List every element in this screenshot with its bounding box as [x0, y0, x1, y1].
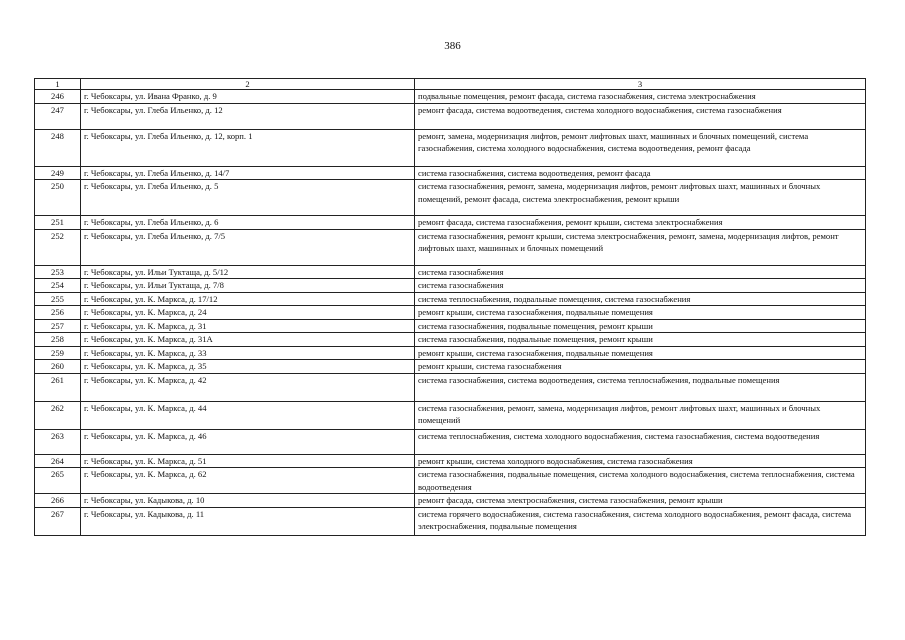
table-row — [35, 333, 866, 347]
table-row — [35, 216, 866, 230]
row-address: г. Чебоксары, ул. К. Маркса, д. 31 — [81, 319, 415, 333]
row-systems: система газоснабжения — [415, 265, 866, 279]
row-address: г. Чебоксары, ул. Кадыкова, д. 10 — [81, 494, 415, 508]
row-address: г. Чебоксары, ул. Глеба Ильенко, д. 14/7 — [81, 166, 415, 180]
row-number: 253 — [35, 265, 81, 279]
row-systems: ремонт крыши, система газоснабжения, подвальные помещения — [415, 346, 866, 360]
table-row — [35, 90, 866, 104]
row-systems: подвальные помещения, ремонт фасада, система газоснабжения, система электроснабжения — [415, 90, 866, 104]
table-header-row — [35, 79, 866, 90]
row-address: г. Чебоксары, ул. Глеба Ильенко, д. 12 — [81, 103, 415, 129]
table-row — [35, 103, 866, 129]
table-row — [35, 279, 866, 293]
table-row — [35, 468, 866, 494]
row-systems: ремонт крыши, система газоснабжения, подвальные помещения — [415, 306, 866, 320]
row-number: 263 — [35, 429, 81, 454]
row-number: 254 — [35, 279, 81, 293]
table-row — [35, 507, 866, 535]
row-systems: система газоснабжения, ремонт, замена, модернизация лифтов, ремонт лифтовых шахт, машинных и блочных помещений — [415, 401, 866, 429]
row-number: 247 — [35, 103, 81, 129]
table-body — [35, 79, 866, 536]
table-row — [35, 129, 866, 166]
row-systems: система газоснабжения, подвальные помещения, ремонт крыши — [415, 319, 866, 333]
column-header-address: 2 — [81, 79, 415, 90]
row-address: г. Чебоксары, ул. Глеба Ильенко, д. 6 — [81, 216, 415, 230]
row-number: 260 — [35, 360, 81, 374]
row-systems: ремонт крыши, система газоснабжения — [415, 360, 866, 374]
row-systems: ремонт фасада, система газоснабжения, ремонт крыши, система электроснабжения — [415, 216, 866, 230]
table-row — [35, 292, 866, 306]
row-number: 262 — [35, 401, 81, 429]
row-address: г. Чебоксары, ул. К. Маркса, д. 62 — [81, 468, 415, 494]
row-address: г. Чебоксары, ул. Кадыкова, д. 11 — [81, 507, 415, 535]
table-row — [35, 319, 866, 333]
row-number: 252 — [35, 229, 81, 265]
row-systems: ремонт, замена, модернизация лифтов, ремонт лифтовых шахт, машинных и блочных помещений, система газоснабжения, система холодного водоснабжения, система водоотведения, ремонт фасада — [415, 129, 866, 166]
table-row — [35, 373, 866, 401]
row-address: г. Чебоксары, ул. К. Маркса, д. 42 — [81, 373, 415, 401]
row-systems: система газоснабжения, система водоотведения, ремонт фасада — [415, 166, 866, 180]
row-number: 266 — [35, 494, 81, 508]
row-address: г. Чебоксары, ул. Глеба Ильенко, д. 5 — [81, 180, 415, 216]
row-systems: ремонт фасада, система водоотведения, система холодного водоснабжения, система газоснабжения — [415, 103, 866, 129]
table-row — [35, 180, 866, 216]
table-row — [35, 306, 866, 320]
row-number: 256 — [35, 306, 81, 320]
column-header-number: 1 — [35, 79, 81, 90]
row-address: г. Чебоксары, ул. К. Маркса, д. 17/12 — [81, 292, 415, 306]
row-address: г. Чебоксары, ул. Глеба Ильенко, д. 7/5 — [81, 229, 415, 265]
column-header-systems: 3 — [415, 79, 866, 90]
table-row — [35, 429, 866, 454]
table-row — [35, 360, 866, 374]
table-row — [35, 346, 866, 360]
row-address: г. Чебоксары, ул. Ильи Туктаща, д. 7/8 — [81, 279, 415, 293]
row-address: г. Чебоксары, ул. К. Маркса, д. 51 — [81, 454, 415, 468]
row-address: г. Чебоксары, ул. К. Маркса, д. 46 — [81, 429, 415, 454]
table-row — [35, 265, 866, 279]
row-systems: система горячего водоснабжения, система газоснабжения, система холодного водоснабжения, ремонт фасада, система электроснабжения, подвальные помещения — [415, 507, 866, 535]
row-systems: система газоснабжения, ремонт крыши, система электроснабжения, ремонт, замена, модернизация лифтов, ремонт лифтовых шахт, машинных и блочных помещений — [415, 229, 866, 265]
row-systems: система газоснабжения, ремонт, замена, модернизация лифтов, ремонт лифтовых шахт, машинных и блочных помещений, ремонт фасада, система электроснабжения, ремонт крыши — [415, 180, 866, 216]
row-address: г. Чебоксары, ул. К. Маркса, д. 44 — [81, 401, 415, 429]
row-number: 265 — [35, 468, 81, 494]
row-systems: система газоснабжения, подвальные помещения, ремонт крыши — [415, 333, 866, 347]
row-systems: ремонт фасада, система электроснабжения, система газоснабжения, ремонт крыши — [415, 494, 866, 508]
row-number: 251 — [35, 216, 81, 230]
row-number: 264 — [35, 454, 81, 468]
row-systems: система теплоснабжения, система холодного водоснабжения, система газоснабжения, система водоотведения — [415, 429, 866, 454]
row-number: 267 — [35, 507, 81, 535]
row-number: 261 — [35, 373, 81, 401]
row-systems: ремонт крыши, система холодного водоснабжения, система газоснабжения — [415, 454, 866, 468]
row-address: г. Чебоксары, ул. Глеба Ильенко, д. 12, корп. 1 — [81, 129, 415, 166]
table-row — [35, 494, 866, 508]
table-row — [35, 401, 866, 429]
address-table — [34, 78, 866, 536]
row-address: г. Чебоксары, ул. К. Маркса, д. 35 — [81, 360, 415, 374]
row-systems: система газоснабжения, подвальные помещения, система холодного водоснабжения, система теплоснабжения, система водоотведения — [415, 468, 866, 494]
row-address: г. Чебоксары, ул. К. Маркса, д. 31А — [81, 333, 415, 347]
row-number: 257 — [35, 319, 81, 333]
table-row — [35, 166, 866, 180]
page-number: 386 — [444, 40, 461, 52]
row-address: г. Чебоксары, ул. Ильи Туктаща, д. 5/12 — [81, 265, 415, 279]
row-systems: система теплоснабжения, подвальные помещения, система газоснабжения — [415, 292, 866, 306]
table-row — [35, 229, 866, 265]
row-address: г. Чебоксары, ул. Ивана Франко, д. 9 — [81, 90, 415, 104]
row-address: г. Чебоксары, ул. К. Маркса, д. 33 — [81, 346, 415, 360]
row-number: 255 — [35, 292, 81, 306]
row-number: 248 — [35, 129, 81, 166]
table-row — [35, 454, 866, 468]
row-number: 249 — [35, 166, 81, 180]
row-number: 259 — [35, 346, 81, 360]
row-address: г. Чебоксары, ул. К. Маркса, д. 24 — [81, 306, 415, 320]
row-systems: система газоснабжения — [415, 279, 866, 293]
row-number: 246 — [35, 90, 81, 104]
row-systems: система газоснабжения, система водоотведения, система теплоснабжения, подвальные помещения — [415, 373, 866, 401]
row-number: 250 — [35, 180, 81, 216]
row-number: 258 — [35, 333, 81, 347]
